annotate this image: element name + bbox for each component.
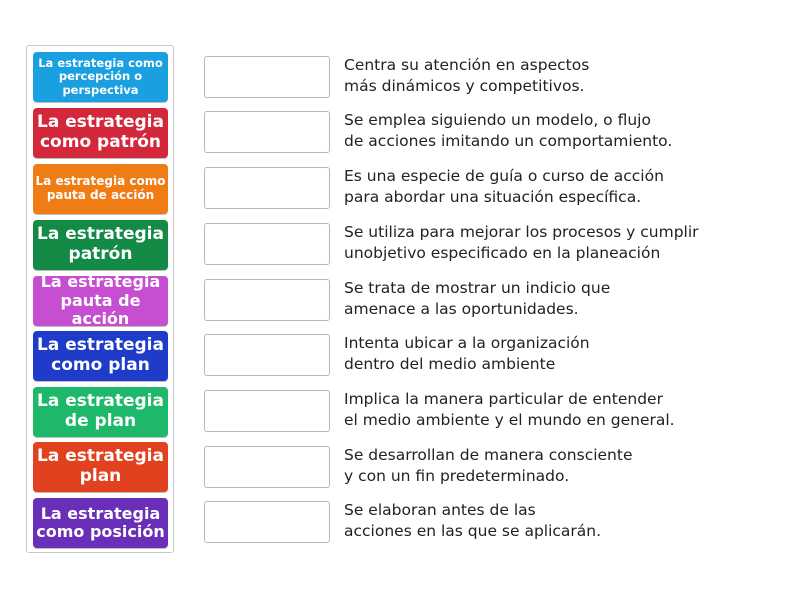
drop-slot-1[interactable] — [204, 56, 330, 98]
drop-slot-8[interactable] — [204, 446, 330, 488]
answer-bank — [26, 45, 174, 553]
tile-como-plan[interactable]: La estrategia como plan — [33, 331, 168, 381]
description-8: Se desarrollan de manera consciente y con un fin predeterminado. — [344, 446, 633, 485]
drop-slot-4[interactable] — [204, 223, 330, 265]
description-2: Se emplea siguiendo un modelo, o flujo de acciones imitando un comportamiento. — [344, 111, 673, 150]
tile-como-posicion[interactable]: La estrategia como posición — [33, 498, 168, 548]
description-1: Centra su atención en aspectos más dinámicos y competitivos. — [344, 56, 590, 95]
description-6: Intenta ubicar a la organización dentro del medio ambiente — [344, 334, 590, 373]
description-7: Implica la manera particular de entender el medio ambiente y el mundo en general. — [344, 390, 675, 429]
drop-slot-7[interactable] — [204, 390, 330, 432]
tile-de-plan[interactable]: La estrategia de plan — [33, 387, 168, 437]
drop-slot-3[interactable] — [204, 167, 330, 209]
drop-slot-9[interactable] — [204, 501, 330, 543]
tile-plan[interactable]: La estrategia plan — [33, 442, 168, 492]
tile-como-patron[interactable]: La estrategia como patrón — [33, 108, 168, 158]
drop-slot-5[interactable] — [204, 279, 330, 321]
tile-percepcion[interactable]: La estrategia como percepción o perspectiva — [33, 52, 168, 102]
drop-slot-2[interactable] — [204, 111, 330, 153]
description-5: Se trata de mostrar un indicio que amenace a las oportunidades. — [344, 279, 611, 318]
description-4: Se utiliza para mejorar los procesos y cumplir unobjetivo especificado en la planeación — [344, 223, 699, 262]
tile-como-pauta[interactable]: La estrategia como pauta de acción — [33, 164, 168, 214]
description-3: Es una especie de guía o curso de acción para abordar una situación específica. — [344, 167, 664, 206]
description-9: Se elaboran antes de las acciones en las que se aplicarán. — [344, 501, 602, 540]
tile-pauta[interactable]: La estrategia pauta de acción — [33, 276, 168, 326]
tile-patron[interactable]: La estrategia patrón — [33, 220, 168, 270]
drop-slot-6[interactable] — [204, 334, 330, 376]
